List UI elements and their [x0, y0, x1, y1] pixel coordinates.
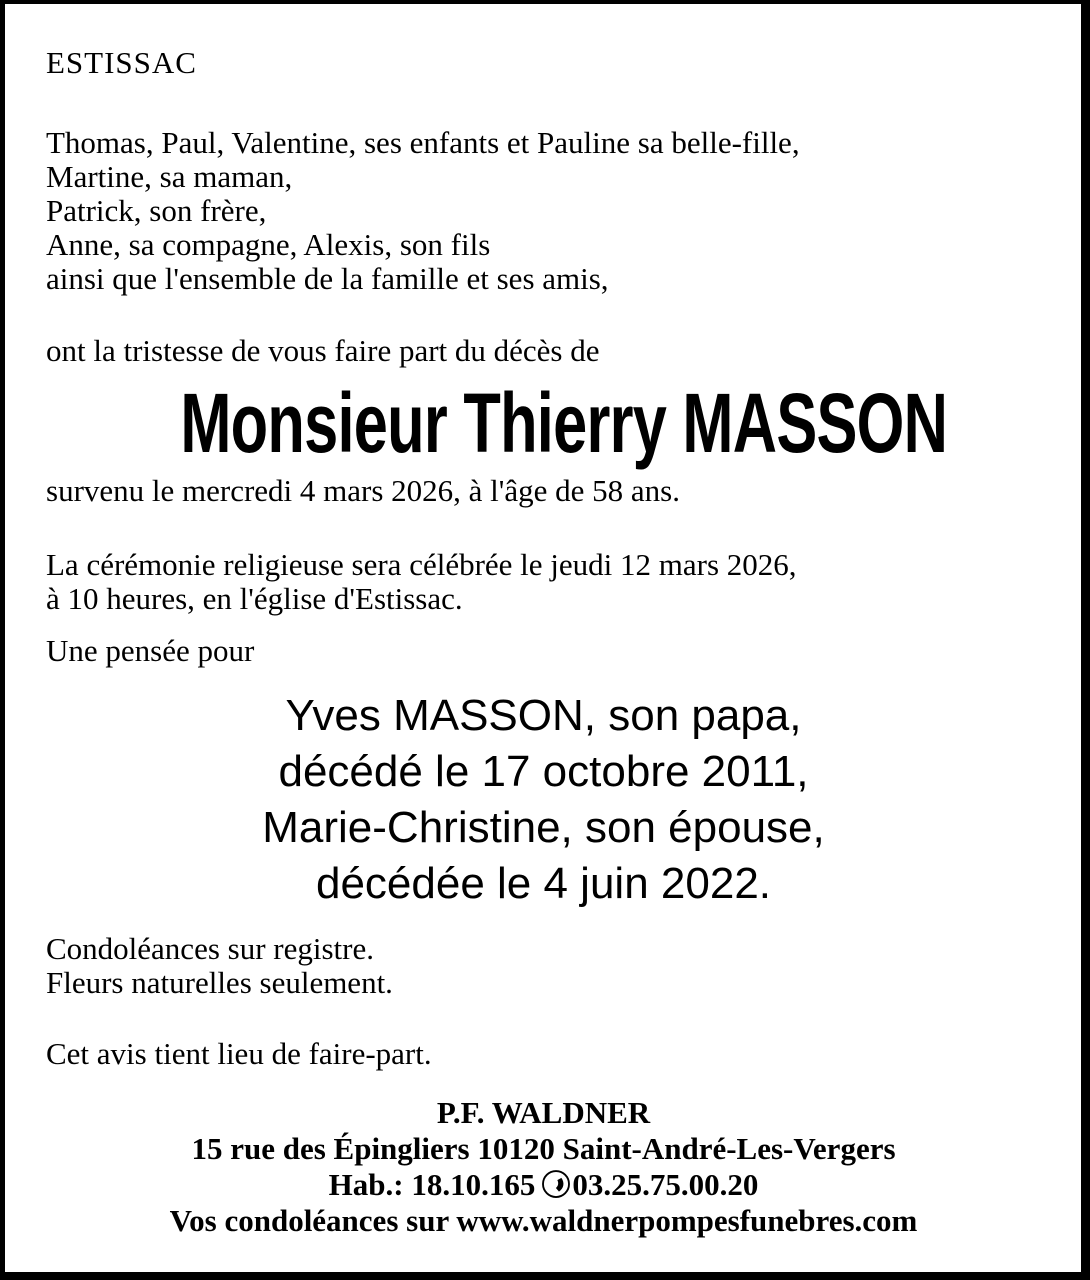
family-block: [46, 126, 1041, 296]
family-line: Martine, sa maman,: [46, 159, 293, 194]
deceased-name: Monsieur Thierry MASSON: [180, 376, 948, 470]
notice-statement-line: Cet avis tient lieu de faire-part.: [46, 1036, 432, 1071]
tribute-line: Marie-Christine, son épouse,: [262, 803, 825, 852]
condolences-line: Condoléances sur registre.: [46, 931, 374, 966]
funeral-home-address: 15 rue des Épingliers 10120 Saint-André-Les-Vergers: [191, 1131, 896, 1166]
hab-number: Hab.: 18.10.165: [328, 1167, 536, 1202]
location-title: ESTISSAC: [46, 45, 197, 80]
death-details-line: survenu le mercredi 4 mars 2026, à l'âge de 58 ans.: [46, 473, 680, 508]
ceremony-line: La cérémonie religieuse sera célébrée le jeudi 12 mars 2026,: [46, 547, 797, 582]
tribute-block: [46, 688, 1041, 912]
family-line: Patrick, son frère,: [46, 193, 267, 228]
family-line: ainsi que l'ensemble de la famille et ses amis,: [46, 261, 609, 296]
family-line: Anne, sa compagne, Alexis, son fils: [46, 227, 491, 262]
family-line: Thomas, Paul, Valentine, ses enfants et Pauline sa belle-fille,: [46, 125, 800, 160]
tribute-line: décédée le 4 juin 2022.: [315, 859, 772, 908]
tribute-line: Yves MASSON, son papa,: [285, 691, 802, 740]
ceremony-block: [46, 548, 1041, 616]
phone-number: 03.25.75.00.20: [572, 1167, 759, 1202]
ceremony-line: à 10 heures, en l'église d'Estissac.: [46, 581, 463, 616]
funeral-home-phone-line: [46, 1167, 1041, 1203]
telephone-circle-icon: [541, 1169, 571, 1199]
condolences-block: [46, 932, 1041, 1000]
funeral-home-name: P.F. WALDNER: [436, 1095, 651, 1130]
funeral-home-block: [46, 1095, 1041, 1239]
tribute-intro-line: Une pensée pour: [46, 633, 255, 668]
funeral-home-website-line: Vos condoléances sur www.waldnerpompesfunebres.com: [169, 1203, 918, 1238]
tribute-line: décédé le 17 octobre 2011,: [278, 747, 809, 796]
condolences-line: Fleurs naturelles seulement.: [46, 965, 393, 1000]
announcement-line: ont la tristesse de vous faire part du décès de: [46, 333, 600, 368]
